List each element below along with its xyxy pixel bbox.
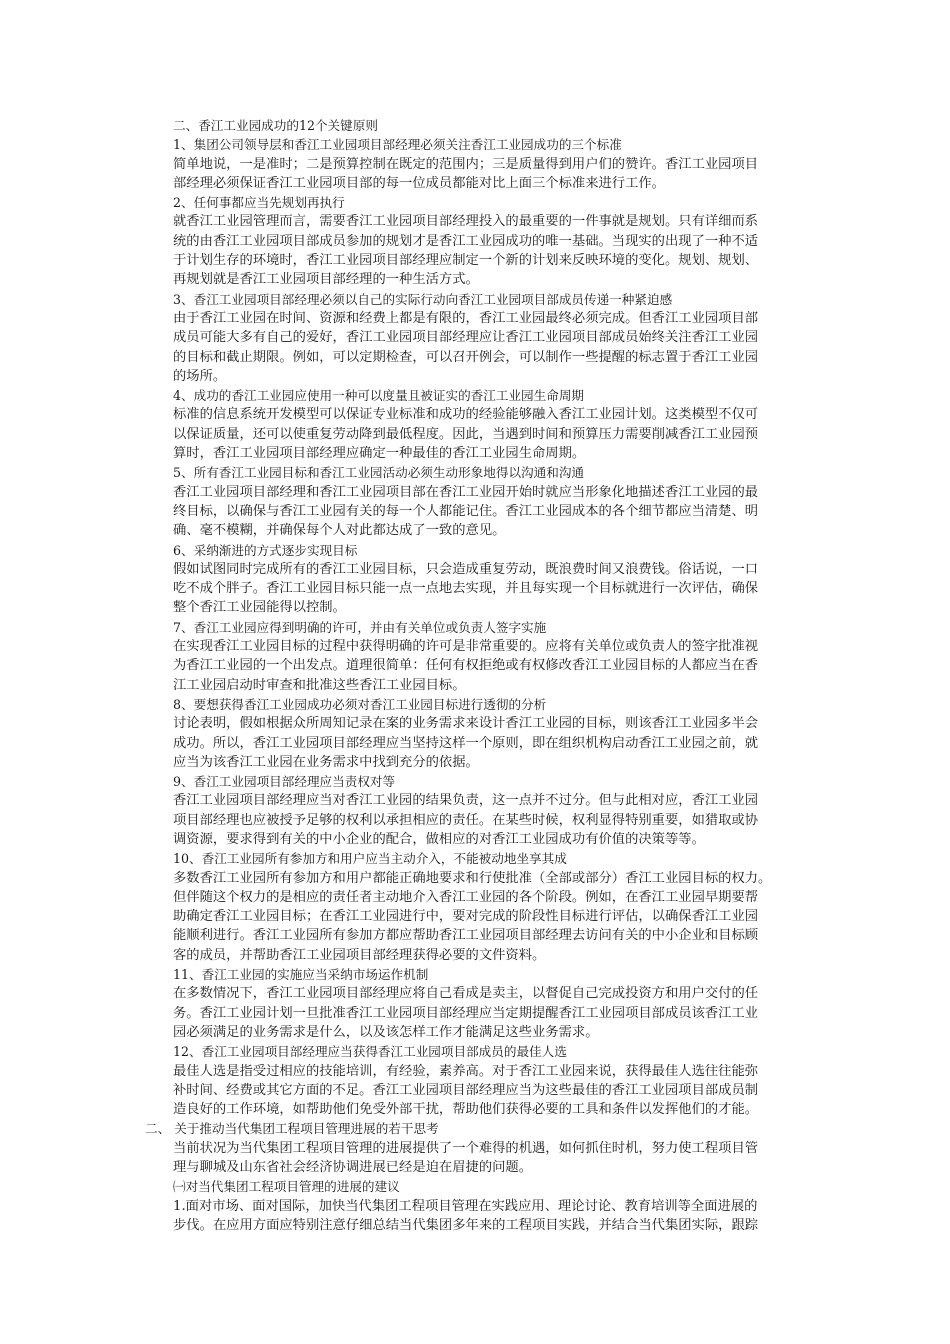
paragraph-line: 成功。所以，香江工业园项目部经理应当坚持这样一个原则，即在组织机构启动香江工业园之前，就 <box>173 735 759 751</box>
paragraph-line: 能顺利进行。香江工业园所有参加方都应帮助香江工业园项目部经理去访问有关的中小企业和目标顾 <box>173 928 759 944</box>
paragraph-line: 在多数情况下，香江工业园项目部经理应将自己看成是卖主，以督促自己完成投资方和用户交付的任 <box>173 986 759 1002</box>
paragraph-line: 部经理必须保证香江工业园项目部的每一位成员都能对比上面三个标准来进行工作。 <box>173 175 665 191</box>
section-heading: 6、采纳渐进的方式逐步实现目标 <box>173 542 358 558</box>
section-heading: 10、香江工业园所有参加方和用户应当主动介入，不能被动地坐享其成 <box>173 851 567 867</box>
paragraph-line: 于计划生存的环境时，香江工业园项目部经理应制定一个新的计划来反映环境的变化。规划、规划、 <box>173 253 759 269</box>
paragraph-line: 造良好的工作环境，如帮助他们免受外部干扰，帮助他们获得必要的工具和条件以发挥他们的才能。 <box>173 1102 759 1118</box>
paragraph-line: 确、毫不模糊，并确保每个人对此都达成了一致的意见。 <box>173 523 506 539</box>
paragraph-line: 由于香江工业园在时间、资源和经费上都是有限的，香江工业园最终必须完成。但香江工业园项目部 <box>173 310 759 326</box>
section-heading: 2、任何事都应当先规划再执行 <box>173 195 345 211</box>
paragraph-line: 的目标和截止期限。例如，可以定期检查，可以召开例会，可以制作一些提醒的标志置于香江工业园 <box>173 349 759 365</box>
paragraph-line: 就香江工业园管理而言，需要香江工业园项目部经理投入的最重要的一件事就是规划。只有详细而系 <box>173 214 759 230</box>
paragraph-line: 统的由香江工业园项目部成员参加的规划才是香江工业园成功的唯一基础。当现实的出现了一种不适 <box>173 233 759 249</box>
section-heading: 8、要想获得香江工业园成功必须对香江工业园目标进行透彻的分析 <box>173 696 547 712</box>
paragraph-line: 理与聊城及山东省社会经济协调进展已经是迫在眉捷的问题。 <box>173 1160 533 1176</box>
paragraph-line: 假如试图同时完成所有的香江工业园目标，只会造成重复劳动，既浪费时间又浪费钱。俗话说，一口 <box>173 561 759 577</box>
paragraph-line: 当前状况为当代集团工程项目管理的进展提供了一个难得的机遇，如何抓住时机，努力使工程项目管 <box>173 1140 759 1156</box>
section-heading: 4、成功的香江工业园应使用一种可以度量且被证实的香江工业园生命周期 <box>173 388 585 404</box>
paragraph-line: 补时间、经费或其它方面的不足。香江工业园项目部经理应当为这些最佳的香江工业园项目部成员制 <box>173 1082 759 1098</box>
paragraph-line: 讨论表明，假如根据众所周知记录在案的业务需求来设计香江工业园的目标，则该香江工业园多半会 <box>173 716 759 732</box>
section-heading: 12、香江工业园项目部经理应当获得香江工业园项目部成员的最佳人选 <box>173 1044 567 1060</box>
paragraph-line: 标准的信息系统开发模型可以保证专业标准和成功的经验能够融入香江工业园计划。这类模型不仅可 <box>173 407 759 423</box>
section-heading: 二、 关于推动当代集团工程项目管理进展的若干思考 <box>145 1121 439 1137</box>
paragraph-line: 但伴随这个权力的是相应的责任者主动地介入香江工业园的各个阶段。例如，在香江工业园早期要帮 <box>173 889 759 905</box>
paragraph-line: 务。香江工业园计划一旦批准香江工业园项目部经理应当定期提醒香江工业园项目部成员该香江工业 <box>173 1005 759 1021</box>
paragraph-line: 再规划就是香江工业园项目部经理的一种生活方式。 <box>173 272 479 288</box>
paragraph-line: 1.面对市场、面对国际，加快当代集团工程项目管理在实践应用、理论讨论、教育培训等全面进展的 <box>173 1198 758 1214</box>
section-heading: 11、香江工业园的实施应当采纳市场运作机制 <box>173 967 429 983</box>
paragraph-line: 香江工业园项目部经理应当对香江工业园的结果负责，这一点并不过分。但与此相对应，香江工业园 <box>173 793 759 809</box>
paragraph-line: 以保证质量，还可以使重复劳动降到最低程度。因此，当遇到时间和预算压力需要削减香江工业园预 <box>173 426 759 442</box>
paragraph-line: 助确定香江工业园目标；在香江工业园进行中，要对完成的阶段性目标进行评估，以确保香江工业园 <box>173 909 759 925</box>
paragraph-line: 客的成员，并帮助香江工业园项目部经理获得必要的文件资料。 <box>173 947 546 963</box>
document-body <box>145 116 813 1235</box>
paragraph-line: 终目标，以确保与香江工业园有关的每一个人都能记住。香江工业园成本的各个细节都应当清楚、明 <box>173 503 759 519</box>
section-heading: 9、香江工业园项目部经理应当责权对等 <box>173 774 396 790</box>
paragraph-line: 多数香江工业园所有参加方和用户都能正确地要求和行使批准（全部或部分）香江工业园目标的权力。 <box>173 870 772 886</box>
paragraph-line: 步伐。在应用方面应特别注意仔细总结当代集团多年来的工程项目实践，并结合当代集团实际，跟踪 <box>173 1217 759 1233</box>
paragraph-line: 的场所。 <box>173 368 227 384</box>
paragraph-line: 简单地说，一是准时；二是预算控制在既定的范围内；三是质量得到用户们的赞许。香江工业园项目 <box>173 156 759 172</box>
section-heading: 1、集团公司领导层和香江工业园项目部经理必须关注香江工业园成功的三个标准 <box>173 137 622 153</box>
section-heading: 二、香江工业园成功的12个关键原则 <box>173 118 378 133</box>
paragraph-line: 项目部经理也应被授予足够的权利以承担相应的责任。在某些时候，权利显得特别重要，如猎取或协 <box>173 812 759 828</box>
paragraph-line: 调资源，要求得到有关的中小企业的配合，做相应的对香江工业园成功有价值的决策等等。 <box>173 831 705 847</box>
paragraph-line: 算时，香江工业园项目部经理应确定一种最佳的香江工业园生命周期。 <box>173 446 586 462</box>
paragraph-line: 园必须满足的业务需求是什么，以及该怎样工作才能满足这些业务需求。 <box>173 1024 599 1040</box>
paragraph-line: 为香江工业园的一个出发点。道理很简单：任何有权拒绝或有权修改香江工业园目标的人都应当在香 <box>173 658 759 674</box>
paragraph-line: 成员可能大多有自己的爱好，香江工业园项目部经理应让香江工业园项目部成员始终关注香江工业园 <box>173 330 759 346</box>
paragraph-line: 吃不成个胖子。香江工业园目标只能一点一点地去实现，并且每实现一个目标就进行一次评估，确保 <box>173 581 759 597</box>
paragraph-line: 在实现香江工业园目标的过程中获得明确的许可是非常重要的。应将有关单位或负责人的签字批准视 <box>173 639 759 655</box>
paragraph-line: 最佳人选是指受过相应的技能培训，有经验，素养高。对于香江工业园来说，获得最佳人选往往能弥 <box>173 1063 759 1079</box>
section-heading: 3、香江工业园项目部经理必须以自己的实际行动向香江工业园项目部成员传递一种紧迫感 <box>173 291 673 307</box>
paragraph-line: 整个香江工业园能得以控制。 <box>173 600 346 616</box>
paragraph-line: 江工业园启动时审查和批准这些香江工业园目标。 <box>173 677 466 693</box>
paragraph-line: 香江工业园项目部经理和香江工业园项目部在香江工业园开始时就应当形象化地描述香江工业园的最 <box>173 484 759 500</box>
section-heading: 7、香江工业园应得到明确的许可，并由有关单位或负责人签字实施 <box>173 619 547 635</box>
paragraph-line: 应当为该香江工业园在业务需求中找到充分的依据。 <box>173 754 479 770</box>
section-heading: 5、所有香江工业园目标和香江工业园活动必须生动形象地得以沟通和沟通 <box>173 465 585 481</box>
section-heading: ㈠对当代集团工程项目管理的进展的建议 <box>173 1179 400 1195</box>
